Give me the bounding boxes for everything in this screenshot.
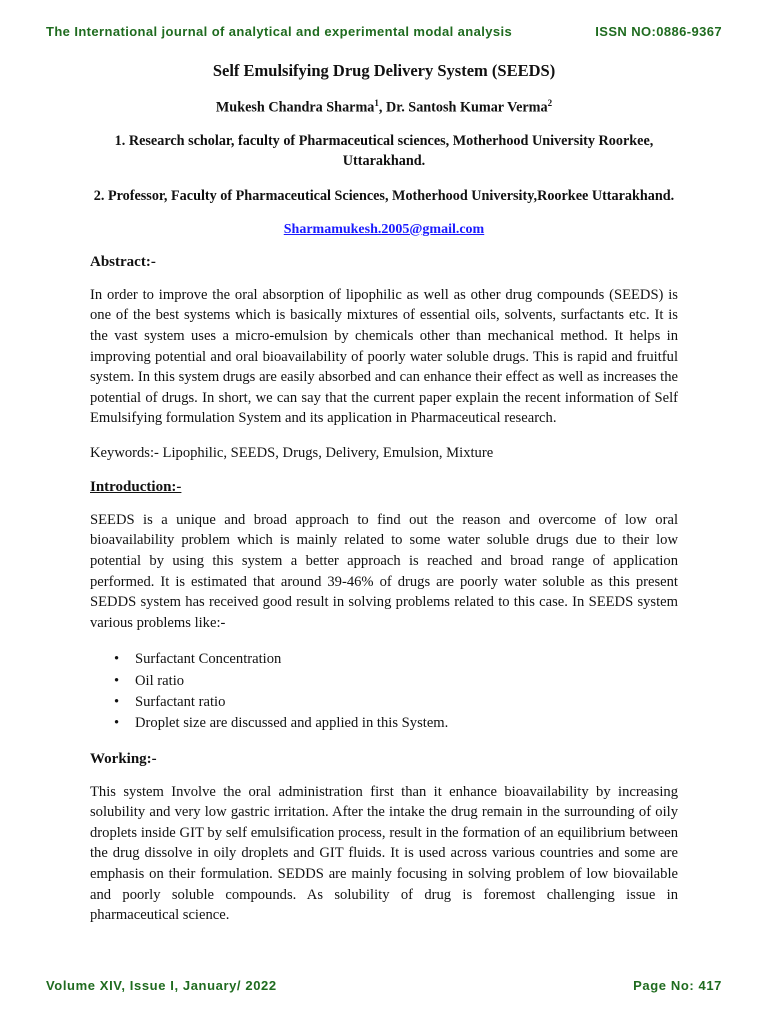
page-number: Page No: 417: [633, 978, 722, 993]
email-line: [90, 222, 678, 238]
abstract-text: In order to improve the oral absorption of lipophilic as well as other drug compounds (SEEDS) is one of the best systems which is basically mixtures of essential oils, solvents, surfactants etc. It is the vast system uses a micro-emulsion by chemicals other than mechanical method. It helps in improving potential and oral bioavailability of poorly water soluble drugs. This is rapid and fruitful system. In this system drugs are easily absorbed and can enhance their effect as well as increases the potential of drugs. In short, we can say that the current paper explain the recent information of Self Emulsifying formulation System and its application in Pharmaceutical research.: [90, 286, 678, 427]
introduction-text: SEEDS is a unique and broad approach to find out the reason and overcome of low oral bioavailability problem which is mainly related to some water soluble drugs due to their low potential by using this system a better approach is reached and broad range of application performed. It is estimated that around 39-46% of drugs are poorly water soluble as this present SEDDS system has received good result in solving problems related to this case. In SEEDS system various problems like:-: [90, 511, 678, 631]
volume-issue: Volume XIV, Issue I, January/ 2022: [46, 978, 277, 993]
author-line: [90, 98, 678, 117]
list-item: • Surfactant ratio: [114, 692, 678, 713]
author-separator: ,: [378, 99, 386, 116]
journal-name: The International journal of analytical and experimental modal analysis: [46, 24, 513, 39]
running-header: [46, 24, 722, 39]
affiliation-2: 2. Professor, Faculty of Pharmaceutical Sciences, Motherhood University,Roorkee Uttarakhand.: [93, 187, 675, 204]
bullet-icon: •: [114, 651, 120, 668]
bullet-icon: •: [114, 715, 120, 732]
email-link[interactable]: Sharmamukesh.2005@gmail.com: [283, 221, 485, 237]
keywords: Keywords:- Lipophilic, SEEDS, Drugs, Delivery, Emulsion, Mixture: [90, 444, 494, 461]
list-item: • Surfactant Concentration: [114, 649, 678, 670]
problem-list: [90, 649, 678, 734]
bullet-icon: •: [114, 672, 120, 689]
affiliation-1: 1. Research scholar, faculty of Pharmaceutical sciences, Motherhood University Roorkee, Uttarakhand.: [114, 132, 654, 169]
working-text: This system Involve the oral administration first than it enhance bioavailability by increasing solubility and very low gastric irritation. After the intake the drug remain in the surrounding of oily droplets inside GIT by self emulsification process, result in the formation of an equilibrium between the drug dissolve in oily droplets and GIT fluids. It is used across various countries and some are emphasis on their formulation. SEDDS are mainly focusing in solving problem of low biovailable and poorly soluble compounds. As solubility of drug is foremost challenging issue in pharmaceutical science.: [90, 783, 678, 924]
working-heading: Working:-: [90, 750, 157, 767]
author-1-affiliation-mark: 1: [374, 98, 379, 108]
author-2: Dr. Santosh Kumar Verma: [385, 99, 548, 116]
bullet-icon: •: [114, 694, 120, 711]
issn: ISSN NO:0886-9367: [595, 24, 722, 39]
running-footer: [46, 978, 722, 993]
author-2-affiliation-mark: 2: [547, 98, 553, 108]
abstract-heading: Abstract:-: [90, 253, 156, 270]
list-item: • Oil ratio: [114, 671, 678, 692]
list-item: • Droplet size are discussed and applied in this System.: [114, 713, 678, 734]
author-1: Mukesh Chandra Sharma: [215, 99, 375, 116]
page-content: [90, 58, 678, 926]
introduction-heading: Introduction:-: [90, 478, 182, 495]
paper-title: Self Emulsifying Drug Delivery System (SEEDS): [212, 61, 556, 80]
